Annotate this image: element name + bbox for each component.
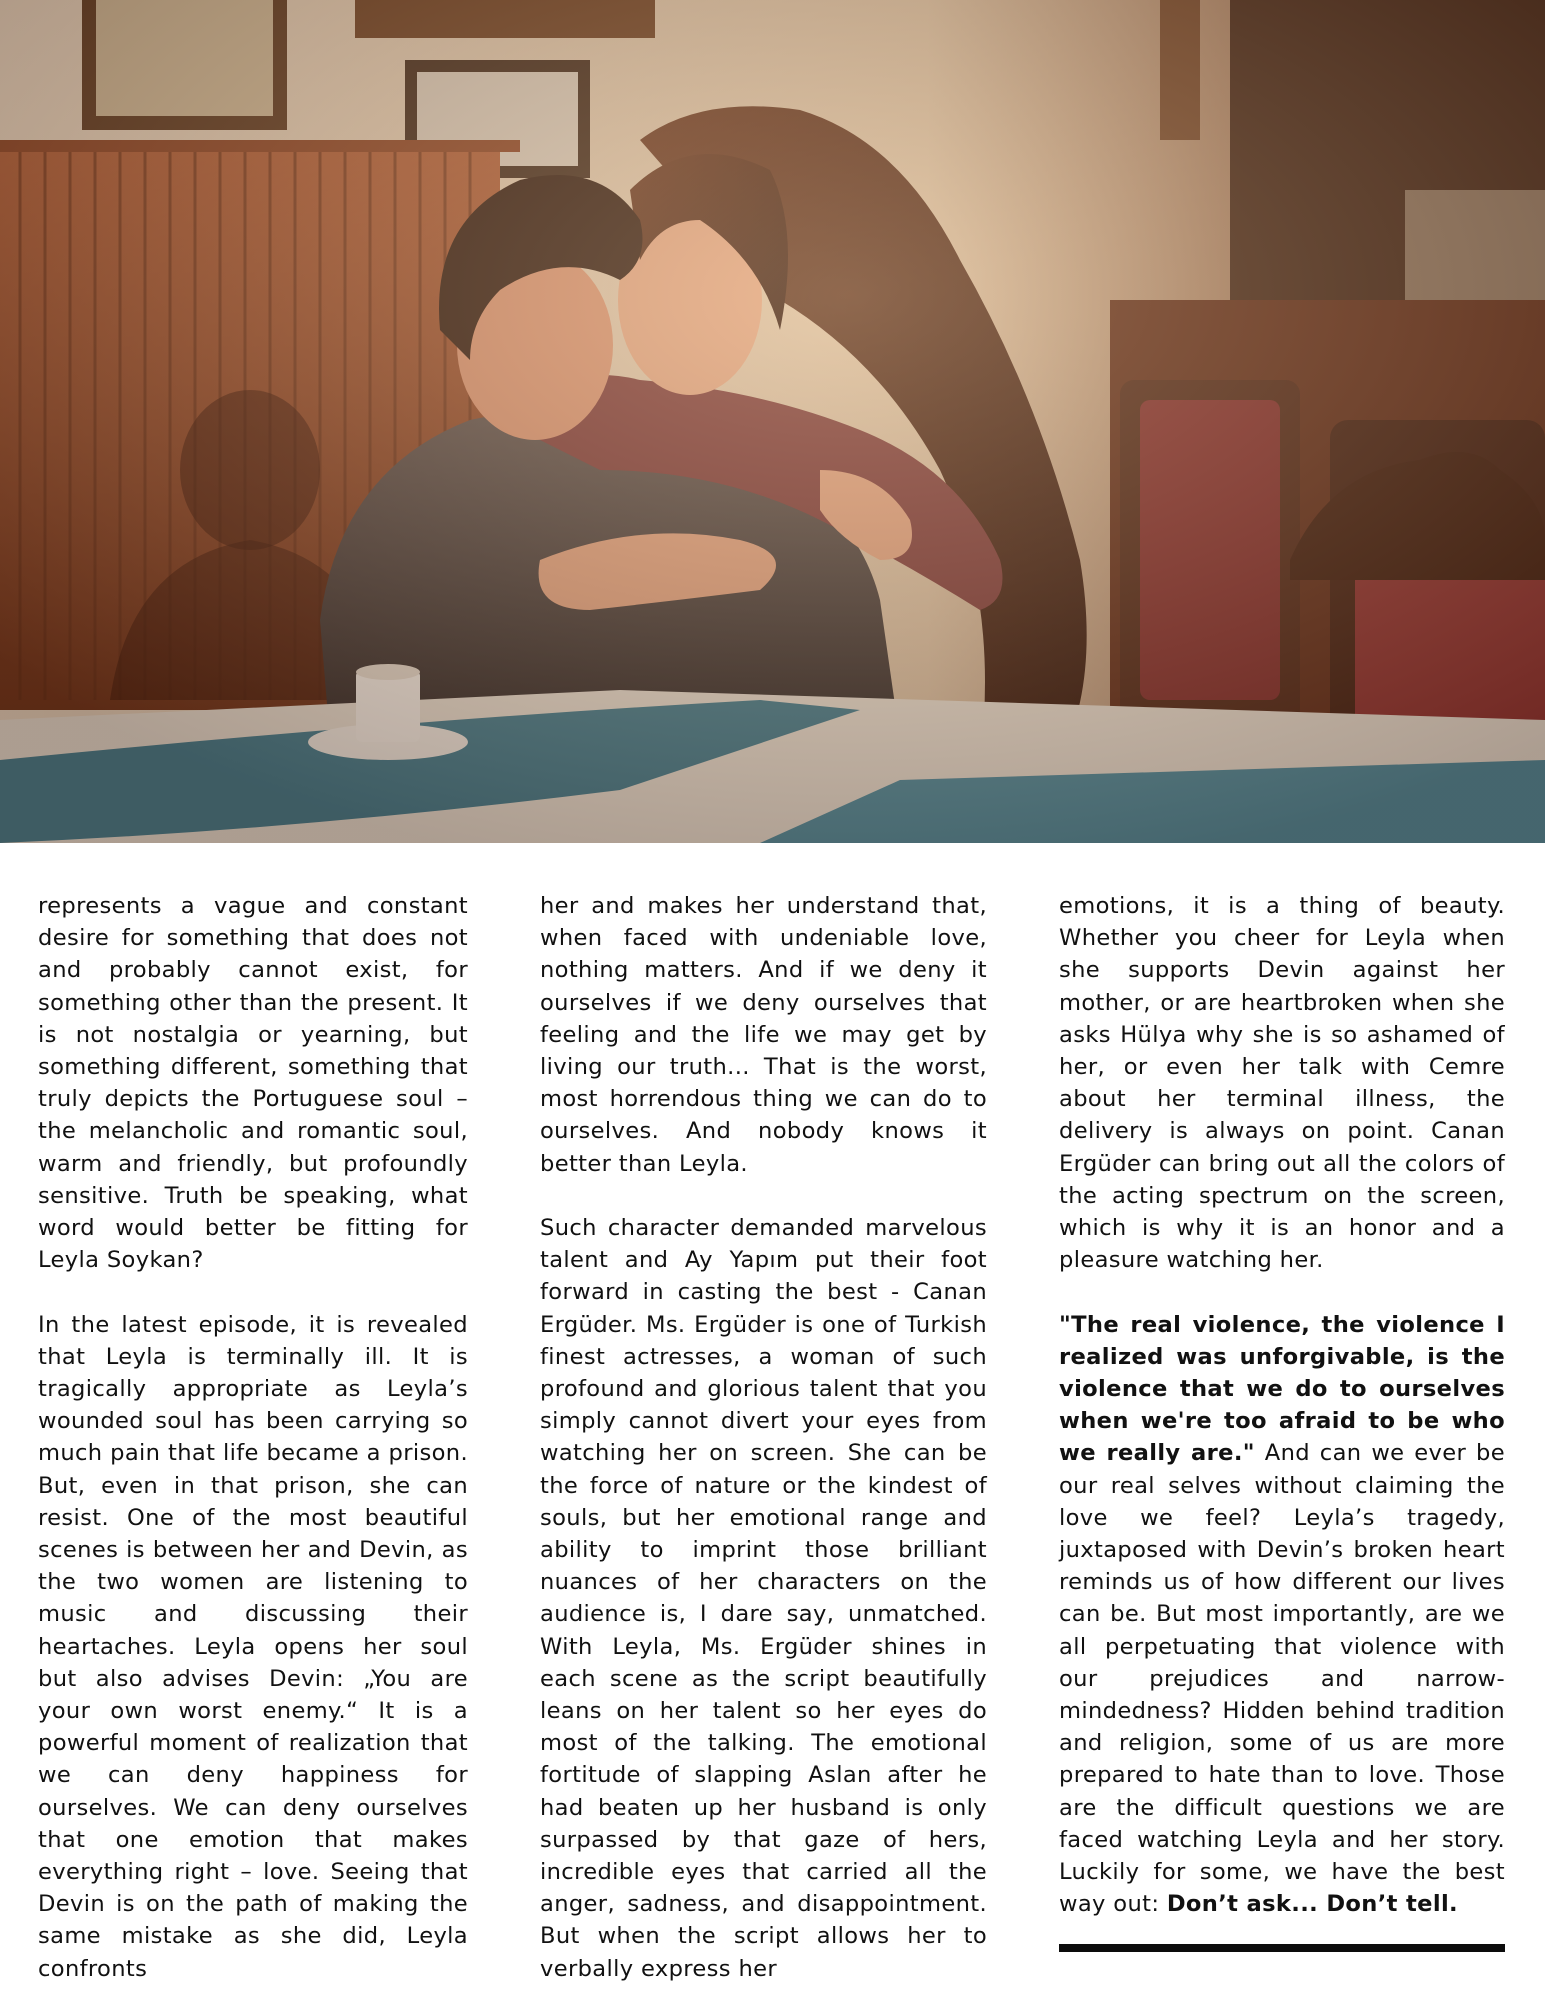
closing-tagline: Don’t ask... Don’t tell.: [1166, 1891, 1458, 1918]
paragraph: emotions, it is a thing of beauty. Whether you cheer for Leyla when she supports Devin against her mother, or are heartbroken when she asks Hülya why she is so ashamed of her, or even her talk with Cemre about her terminal illness, the delivery is always on point. Canan Ergüder can bring out all the colors of the acting spectrum on the screen, which is why it is an honor and a pleasure watching her.: [1059, 893, 1505, 1274]
article-column-3: [1059, 890, 1505, 1920]
end-rule: [1059, 1944, 1505, 1952]
article-column-2: [540, 890, 987, 1985]
paragraph: represents a vague and constant desire for something that does not and probably cannot exist, for something other than the present. It is not nostalgia or yearning, but something different, something that truly depicts the Portuguese soul – the melancholic and romantic soul, warm and friendly, but profoundly sensitive. Truth be speaking, what word would better be fitting for Leyla Soykan?: [38, 893, 468, 1274]
paragraph: In the latest episode, it is revealed that Leyla is terminally ill. It is tragically appropriate as Leyla’s wounded soul has been carrying so much pain that life became a prison. But, even in that prison, she can resist. One of the most beautiful scenes is between her and Devin, as the two women are listening to music and discussing their heartaches. Leyla opens her soul but also advises Devin: „You are your own worst enemy.“ It is a powerful moment of realization that we can deny happiness for ourselves. We can deny ourselves that one emotion that makes everything right – love. Seeing that Devin is on the path of making the same mistake as she did, Leyla confronts: [38, 1311, 468, 1982]
paragraph: Such character demanded marvelous talent and Ay Yapım put their foot forward in casting the best - Canan Ergüder. Ms. Ergüder is one of Turkish finest actresses, a woman of such profound and glorious talent that you simply cannot divert your eyes from watching her on screen. She can be the force of nature or the kindest of souls, but her emotional range and ability to imprint those brilliant nuances of her characters on the audience is, I dare say, unmatched. With Leyla, Ms. Ergüder shines in each scene as the script beautifully leans on her talent so her eyes do most of the talking. The emotional fortitude of slapping Aslan after he had beaten up her husband is only surpassed by that gaze of hers, incredible eyes that carried all the anger, sadness, and disappointment. But when the script allows her to verbally express her: [540, 1215, 987, 1982]
article-column-1: [38, 890, 468, 1985]
paragraph: her and makes her understand that, when faced with undeniable love, nothing matters. And if we deny it ourselves if we deny ourselves that feeling and the life we may get by living our truth... That is the worst, most horrendous thing we can do to ourselves. And nobody knows it better than Leyla.: [540, 893, 987, 1177]
hero-photo: [0, 0, 1545, 843]
pull-quote: "The real violence, the violence I realized was unforgivable, is the violence that we do to ourselves when we're too afraid to be who we really are.": [1059, 1311, 1505, 1467]
quote-paragraph: [1059, 1309, 1505, 1921]
paragraph-text: And can we ever be our real selves without claiming the love we feel? Leyla’s tragedy, juxtaposed with Devin’s broken heart reminds us of how different our lives can be. But most importantly, are we all perpetuating that violence with our prejudices and narrow-mindedness? Hidden behind tradition and religion, some of us are more prepared to hate than to love. Those are the difficult questions we are faced watching Leyla and her story. Luckily for some, we have the best way out:: [1059, 1440, 1505, 1918]
photo-illustration: [0, 0, 1545, 843]
